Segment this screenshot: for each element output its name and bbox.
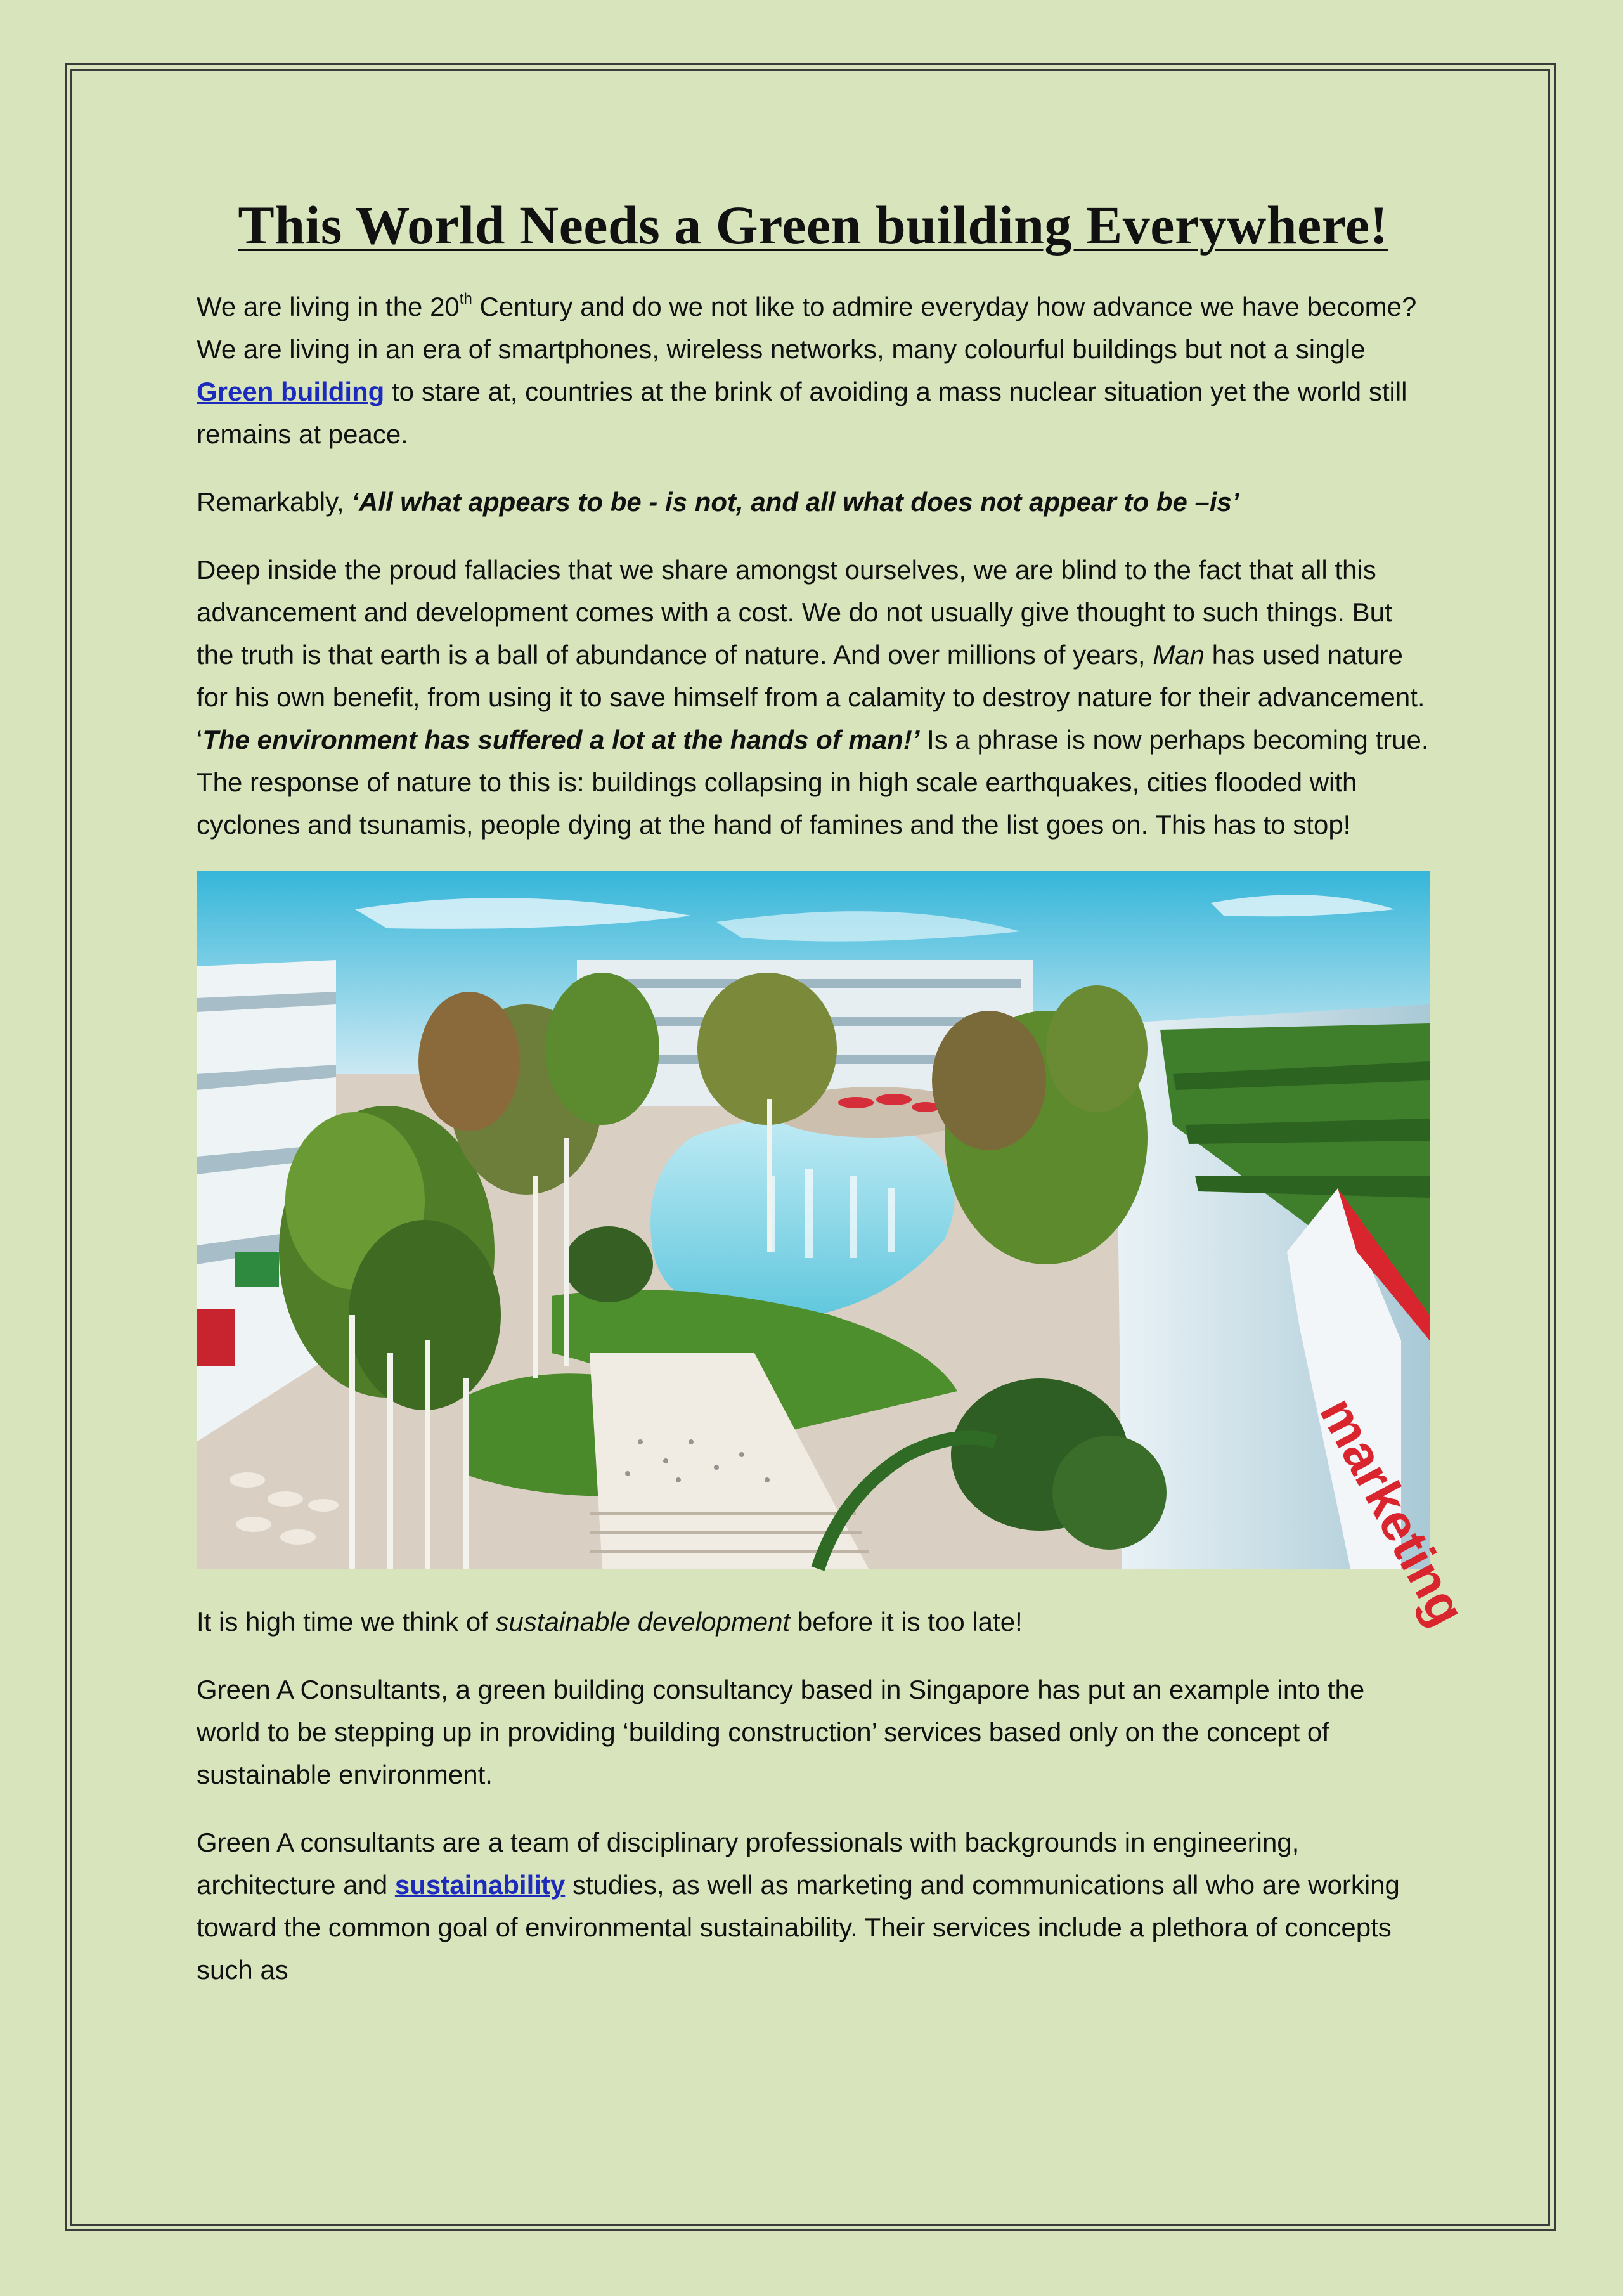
remarkably-quote: ‘All what appears to be - is not, and all what does not appear to be –is’ [351, 487, 1239, 517]
environment-quote: The environment has suffered a lot at the hands of man!’ [202, 725, 920, 755]
marketing-sign: marketing [1309, 1388, 1477, 1635]
intro-text-1: We are living in the 20 [197, 292, 460, 321]
paragraph-consultants-intro: Green A Consultants, a green building consultancy based in Singapore has put an example into the world to be stepping up in providing ‘building construction’ services based only on the concept of sustainable environment. [197, 1675, 1365, 1789]
paragraph-consultants-team [197, 1821, 1430, 1991]
paragraph-remarkably [197, 481, 1430, 523]
intro-text-2: Century and do we not like to admire everyday how advance we have become? We are living in an era of smartphones, wireless networks, many colourful buildings but not a single [197, 292, 1417, 364]
ordinal-suffix: th [459, 290, 472, 308]
fallacies-text-1: Deep inside the proud fallacies that we share amongst ourselves, we are blind to the fact that all this advancement and development comes with a cost. We do not usually give thought to such things. But the truth is that earth is a ball of abundance of nature. And over millions of years, [197, 555, 1392, 670]
fallacies-text-3: Is a phrase is now perhaps becoming true. The response of nature to this is: buildings collapsing in high scale earthquakes, cities flooded with cyclones and tsunamis, people dying at the hand of famines and the list goes on. This has to stop! [197, 725, 1429, 840]
paragraph-intro [197, 285, 1430, 455]
paragraph-high-time [197, 1600, 1430, 1643]
high-time-text-2: before it is too late! [790, 1607, 1023, 1637]
fallacies-text-2: has used nature for his own benefit, from using it to save himself from a calamity to destroy nature for their advancement. ‘ [197, 640, 1425, 755]
team-text-1: Green A consultants are a team of disciplinary professionals with backgrounds in engineering, architecture and [197, 1827, 1300, 1900]
document-body [197, 190, 1477, 2016]
team-text-2: studies, as well as marketing and communications all who are working toward the common goal of environmental sustainability. Their services include a plethora of concepts such as [197, 1870, 1400, 1985]
document-title: This World Needs a Green building Everywhere! [238, 195, 1388, 256]
green-building-link[interactable]: Green building [197, 377, 385, 406]
remarkably-text: Remarkably, [197, 487, 352, 517]
man-word: Man [1153, 640, 1205, 670]
sustainable-development-text: sustainable development [495, 1607, 791, 1637]
intro-text-3: to stare at, countries at the brink of avoiding a mass nuclear situation yet the world still remains at peace. [197, 377, 1407, 449]
sustainability-link[interactable]: sustainability [394, 1870, 566, 1900]
high-time-text-1: It is high time we think of [197, 1607, 496, 1637]
paragraph-fallacies [197, 548, 1430, 846]
